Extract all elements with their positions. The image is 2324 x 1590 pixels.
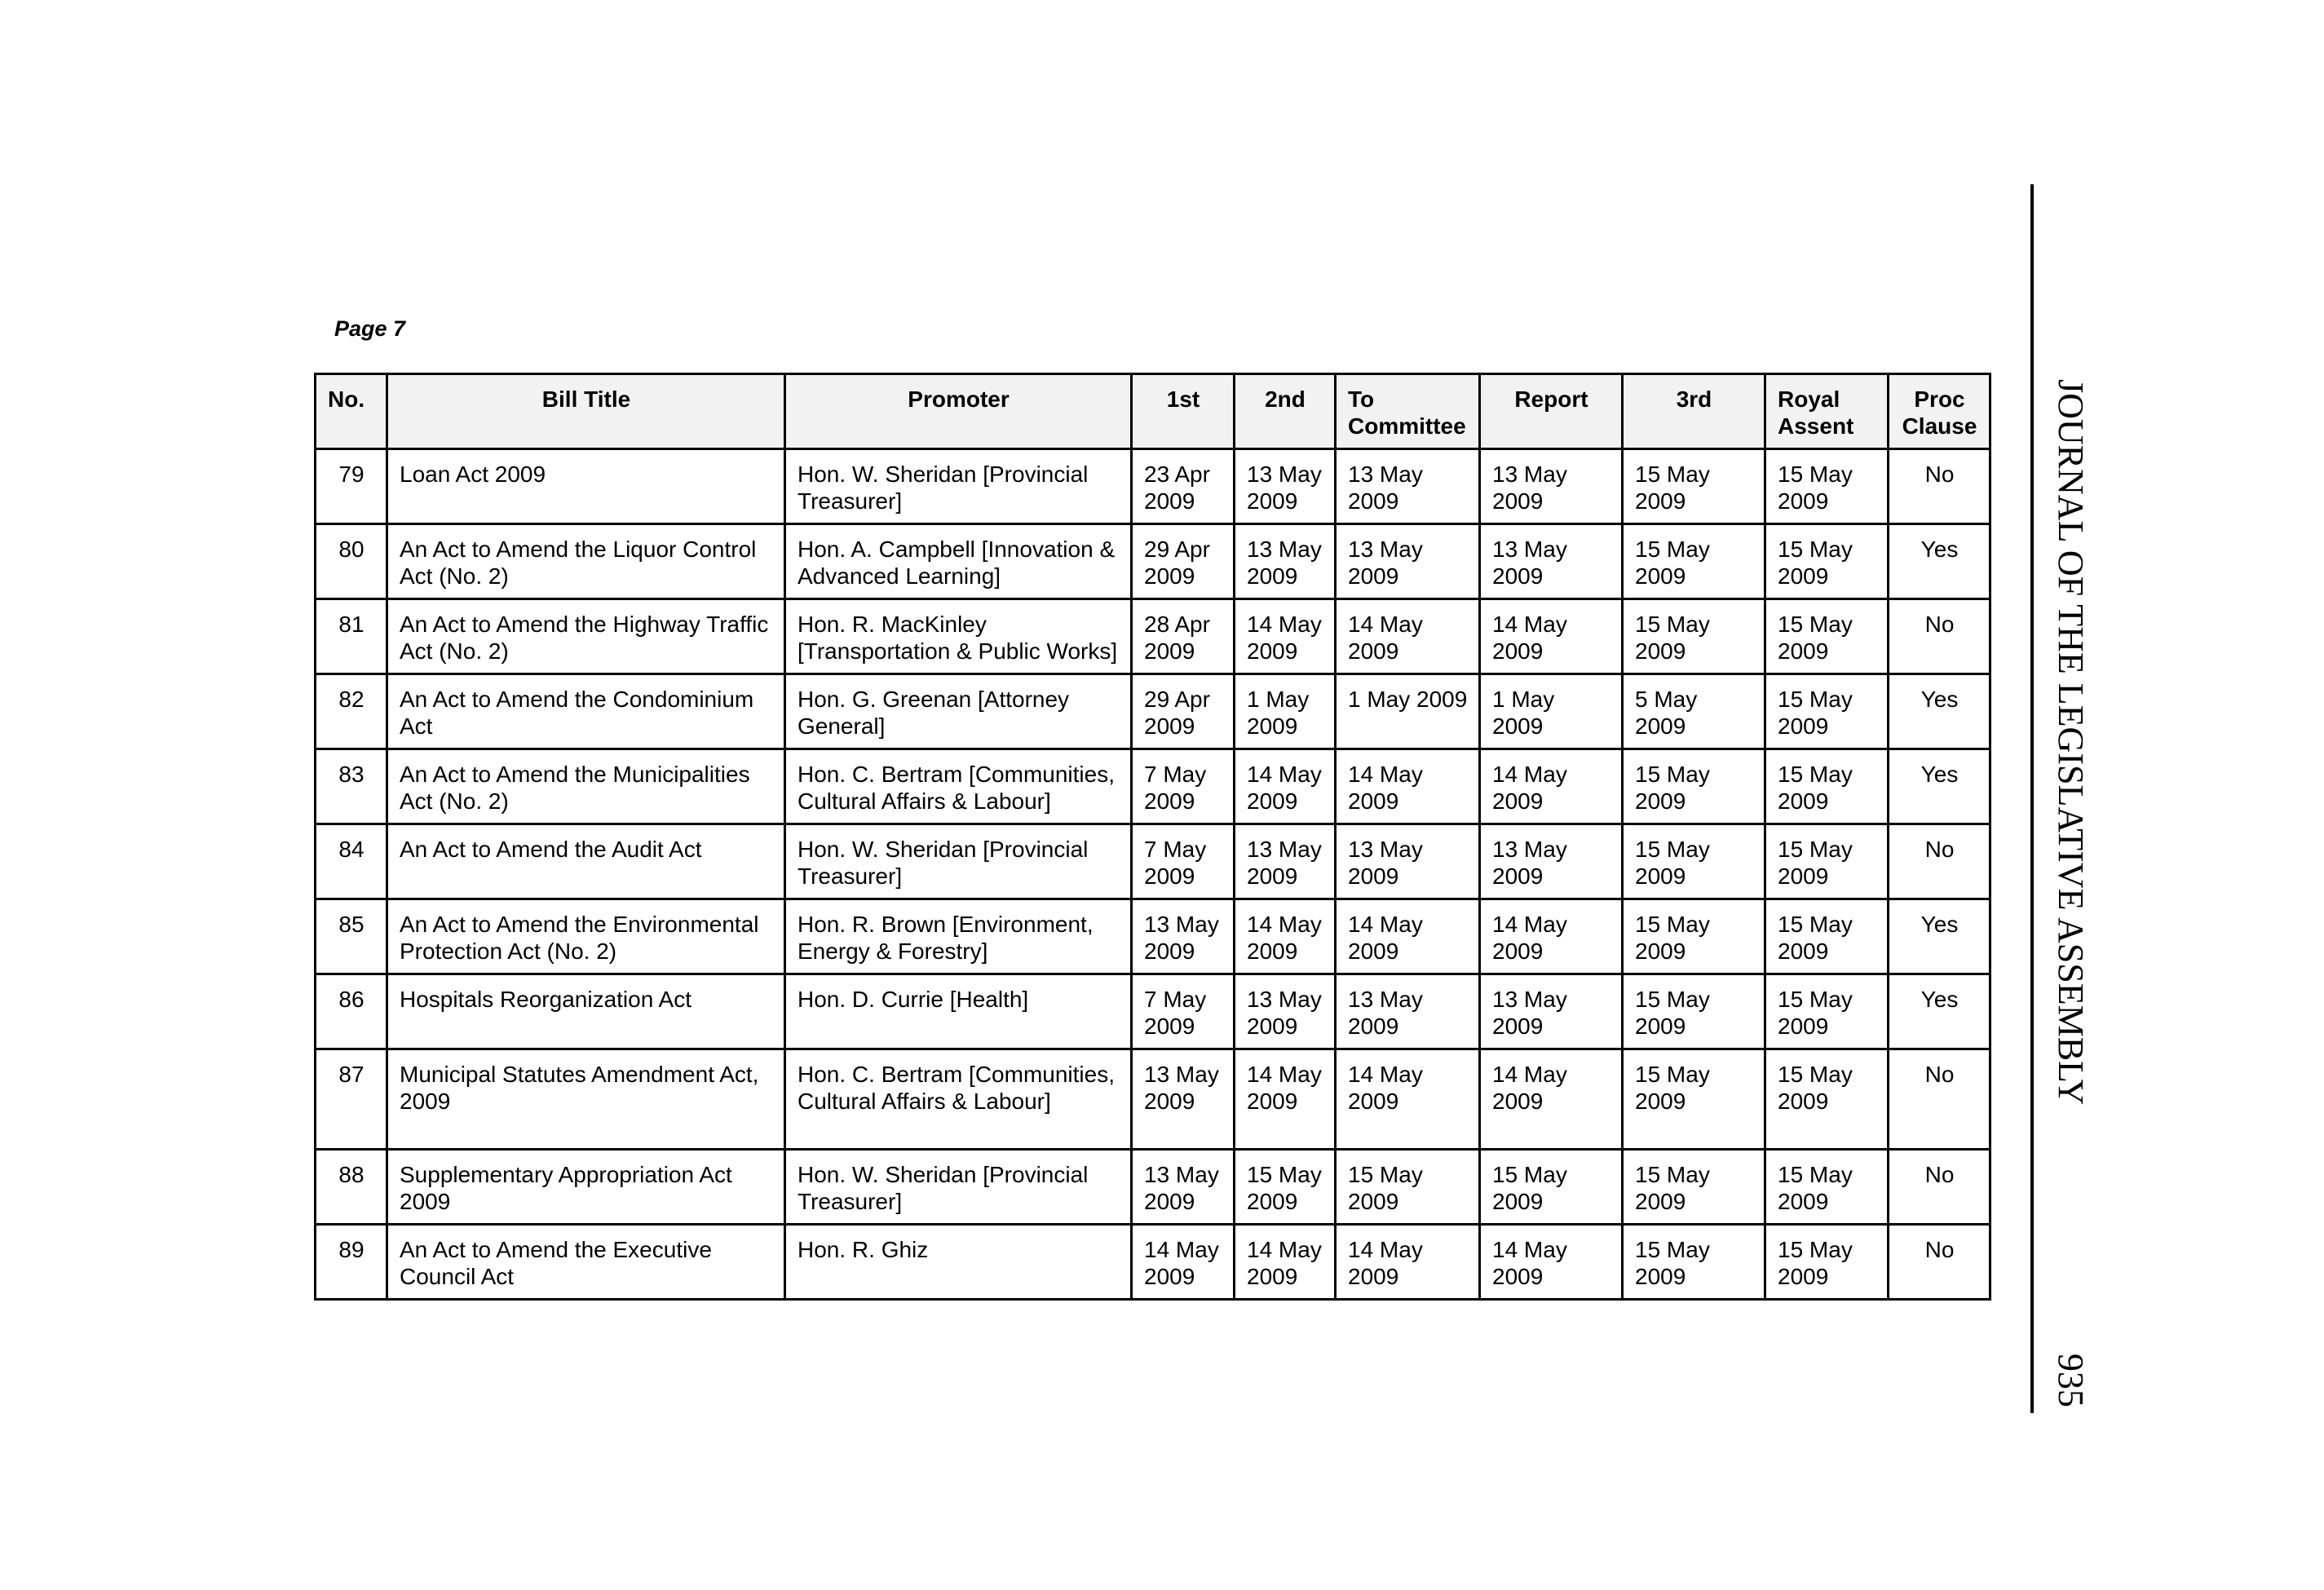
cell-second-reading: 14 May 2009	[1235, 899, 1336, 974]
cell-third-reading: 15 May 2009	[1623, 1225, 1765, 1300]
cell-second-reading: 13 May 2009	[1235, 449, 1336, 524]
cell-no: 84	[316, 824, 387, 899]
cell-first-reading: 29 Apr 2009	[1132, 674, 1235, 749]
cell-promoter: Hon. R. Brown [Environment, Energy & Forestry]	[785, 899, 1132, 974]
cell-bill-title: Hospitals Reorganization Act	[387, 974, 785, 1049]
cell-bill-title: An Act to Amend the Condominium Act	[387, 674, 785, 749]
cell-proc-clause: Yes	[1889, 524, 1990, 599]
cell-to-committee: 14 May 2009	[1336, 599, 1480, 674]
cell-third-reading: 15 May 2009	[1623, 524, 1765, 599]
cell-to-committee: 15 May 2009	[1336, 1150, 1480, 1225]
bills-table	[314, 373, 1991, 1301]
cell-promoter: Hon. W. Sheridan [Provincial Treasurer]	[785, 449, 1132, 524]
table-row	[316, 899, 1990, 974]
cell-second-reading: 13 May 2009	[1235, 974, 1336, 1049]
table-row	[316, 599, 1990, 674]
cell-promoter: Hon. W. Sheridan [Provincial Treasurer]	[785, 1150, 1132, 1225]
header-no: No.	[316, 374, 387, 449]
header-second-reading: 2nd	[1235, 374, 1336, 449]
cell-royal-assent: 15 May 2009	[1765, 1225, 1889, 1300]
cell-report: 13 May 2009	[1480, 449, 1623, 524]
cell-first-reading: 23 Apr 2009	[1132, 449, 1235, 524]
cell-third-reading: 15 May 2009	[1623, 974, 1765, 1049]
cell-second-reading: 14 May 2009	[1235, 749, 1336, 824]
page-number: 935	[2051, 1354, 2091, 1407]
cell-bill-title: An Act to Amend the Highway Traffic Act (No. 2)	[387, 599, 785, 674]
cell-to-committee: 14 May 2009	[1336, 749, 1480, 824]
cell-report: 14 May 2009	[1480, 899, 1623, 974]
header-to-committee: To Committee	[1336, 374, 1480, 449]
cell-to-committee: 14 May 2009	[1336, 1225, 1480, 1300]
cell-promoter: Hon. C. Bertram [Communities, Cultural Affairs & Labour]	[785, 749, 1132, 824]
cell-third-reading: 5 May 2009	[1623, 674, 1765, 749]
cell-first-reading: 7 May 2009	[1132, 974, 1235, 1049]
table-row	[316, 449, 1990, 524]
cell-proc-clause: No	[1889, 824, 1990, 899]
cell-bill-title: An Act to Amend the Executive Council Act	[387, 1225, 785, 1300]
cell-to-committee: 14 May 2009	[1336, 899, 1480, 974]
cell-no: 87	[316, 1049, 387, 1150]
cell-second-reading: 15 May 2009	[1235, 1150, 1336, 1225]
cell-royal-assent: 15 May 2009	[1765, 749, 1889, 824]
cell-bill-title: Supplementary Appropriation Act 2009	[387, 1150, 785, 1225]
cell-third-reading: 15 May 2009	[1623, 1049, 1765, 1150]
cell-royal-assent: 15 May 2009	[1765, 449, 1889, 524]
header-promoter: Promoter	[785, 374, 1132, 449]
cell-to-committee: 14 May 2009	[1336, 1049, 1480, 1150]
cell-report: 14 May 2009	[1480, 599, 1623, 674]
cell-no: 81	[316, 599, 387, 674]
cell-proc-clause: Yes	[1889, 899, 1990, 974]
header-proc-clause: Proc Clause	[1889, 374, 1990, 449]
cell-proc-clause: No	[1889, 599, 1990, 674]
cell-second-reading: 1 May 2009	[1235, 674, 1336, 749]
cell-proc-clause: Yes	[1889, 749, 1990, 824]
cell-first-reading: 7 May 2009	[1132, 824, 1235, 899]
cell-promoter: Hon. R. MacKinley [Transportation & Public Works]	[785, 599, 1132, 674]
margin-rule	[2030, 184, 2034, 1413]
page-label: Page 7	[334, 316, 406, 341]
cell-second-reading: 14 May 2009	[1235, 1225, 1336, 1300]
cell-royal-assent: 15 May 2009	[1765, 674, 1889, 749]
cell-third-reading: 15 May 2009	[1623, 824, 1765, 899]
table-row	[316, 1150, 1990, 1225]
cell-first-reading: 13 May 2009	[1132, 1150, 1235, 1225]
cell-bill-title: Municipal Statutes Amendment Act, 2009	[387, 1049, 785, 1150]
cell-proc-clause: Yes	[1889, 674, 1990, 749]
cell-to-committee: 13 May 2009	[1336, 524, 1480, 599]
cell-second-reading: 13 May 2009	[1235, 524, 1336, 599]
cell-report: 13 May 2009	[1480, 824, 1623, 899]
cell-to-committee: 13 May 2009	[1336, 824, 1480, 899]
cell-proc-clause: No	[1889, 1150, 1990, 1225]
cell-report: 13 May 2009	[1480, 974, 1623, 1049]
cell-no: 80	[316, 524, 387, 599]
cell-first-reading: 13 May 2009	[1132, 1049, 1235, 1150]
cell-royal-assent: 15 May 2009	[1765, 899, 1889, 974]
cell-first-reading: 28 Apr 2009	[1132, 599, 1235, 674]
cell-first-reading: 14 May 2009	[1132, 1225, 1235, 1300]
table-row	[316, 1225, 1990, 1300]
cell-to-committee: 1 May 2009	[1336, 674, 1480, 749]
cell-no: 89	[316, 1225, 387, 1300]
table-row	[316, 749, 1990, 824]
cell-proc-clause: No	[1889, 1049, 1990, 1150]
cell-proc-clause: No	[1889, 449, 1990, 524]
cell-no: 82	[316, 674, 387, 749]
cell-promoter: Hon. D. Currie [Health]	[785, 974, 1132, 1049]
header-bill-title: Bill Title	[387, 374, 785, 449]
cell-report: 14 May 2009	[1480, 749, 1623, 824]
table-row	[316, 524, 1990, 599]
cell-no: 86	[316, 974, 387, 1049]
cell-royal-assent: 15 May 2009	[1765, 824, 1889, 899]
cell-first-reading: 7 May 2009	[1132, 749, 1235, 824]
header-royal-assent: Royal Assent	[1765, 374, 1889, 449]
cell-bill-title: An Act to Amend the Liquor Control Act (No. 2)	[387, 524, 785, 599]
cell-second-reading: 14 May 2009	[1235, 599, 1336, 674]
cell-bill-title: Loan Act 2009	[387, 449, 785, 524]
cell-bill-title: An Act to Amend the Environmental Protection Act (No. 2)	[387, 899, 785, 974]
cell-report: 13 May 2009	[1480, 524, 1623, 599]
cell-first-reading: 13 May 2009	[1132, 899, 1235, 974]
cell-to-committee: 13 May 2009	[1336, 449, 1480, 524]
cell-report: 14 May 2009	[1480, 1225, 1623, 1300]
cell-promoter: Hon. W. Sheridan [Provincial Treasurer]	[785, 824, 1132, 899]
cell-first-reading: 29 Apr 2009	[1132, 524, 1235, 599]
cell-royal-assent: 15 May 2009	[1765, 1049, 1889, 1150]
cell-royal-assent: 15 May 2009	[1765, 524, 1889, 599]
cell-third-reading: 15 May 2009	[1623, 899, 1765, 974]
cell-third-reading: 15 May 2009	[1623, 599, 1765, 674]
table-row	[316, 1049, 1990, 1150]
cell-third-reading: 15 May 2009	[1623, 1150, 1765, 1225]
cell-promoter: Hon. G. Greenan [Attorney General]	[785, 674, 1132, 749]
header-report: Report	[1480, 374, 1623, 449]
cell-third-reading: 15 May 2009	[1623, 449, 1765, 524]
cell-report: 14 May 2009	[1480, 1049, 1623, 1150]
cell-royal-assent: 15 May 2009	[1765, 1150, 1889, 1225]
cell-to-committee: 13 May 2009	[1336, 974, 1480, 1049]
cell-bill-title: An Act to Amend the Municipalities Act (No. 2)	[387, 749, 785, 824]
cell-no: 83	[316, 749, 387, 824]
cell-no: 79	[316, 449, 387, 524]
cell-report: 1 May 2009	[1480, 674, 1623, 749]
header-first-reading: 1st	[1132, 374, 1235, 449]
cell-proc-clause: Yes	[1889, 974, 1990, 1049]
table-row	[316, 974, 1990, 1049]
cell-third-reading: 15 May 2009	[1623, 749, 1765, 824]
table-row	[316, 824, 1990, 899]
cell-promoter: Hon. R. Ghiz	[785, 1225, 1132, 1300]
header-row	[316, 374, 1990, 449]
cell-report: 15 May 2009	[1480, 1150, 1623, 1225]
cell-bill-title: An Act to Amend the Audit Act	[387, 824, 785, 899]
cell-promoter: Hon. C. Bertram [Communities, Cultural Affairs & Labour]	[785, 1049, 1132, 1150]
cell-promoter: Hon. A. Campbell [Innovation & Advanced Learning]	[785, 524, 1132, 599]
table-row	[316, 674, 1990, 749]
cell-no: 88	[316, 1150, 387, 1225]
header-third-reading: 3rd	[1623, 374, 1765, 449]
cell-proc-clause: No	[1889, 1225, 1990, 1300]
cell-second-reading: 14 May 2009	[1235, 1049, 1336, 1150]
cell-royal-assent: 15 May 2009	[1765, 974, 1889, 1049]
cell-royal-assent: 15 May 2009	[1765, 599, 1889, 674]
journal-title: JOURNAL OF THE LEGISLATIVE ASSEMBLY	[2051, 379, 2091, 1106]
cell-second-reading: 13 May 2009	[1235, 824, 1336, 899]
cell-no: 85	[316, 899, 387, 974]
